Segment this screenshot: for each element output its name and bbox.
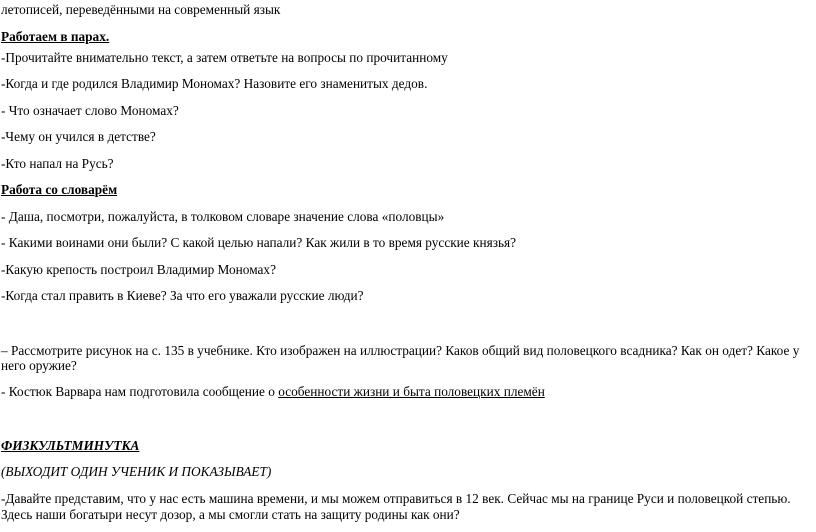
text-line-report — [1, 384, 545, 400]
question-attack: -Кто напал на Русь? — [1, 156, 114, 171]
question-childhood: -Чему он учился в детстве? — [1, 129, 156, 144]
text-line-student: (ВЫХОДИТ ОДИН УЧЕНИК И ПОКАЗЫВАЕТ) — [1, 464, 272, 479]
question-monomakh-meaning: - Что означает слово Мономах? — [1, 103, 179, 118]
text-line-instruction: -Прочитайте внимательно текст, а затем ответьте на вопросы по прочитанному — [1, 50, 448, 65]
heading-fizkultminutka: ФИЗКУЛЬТМИНУТКА — [1, 438, 140, 453]
report-prefix: - Костюк Варвара нам подготовила сообщение о — [1, 384, 279, 399]
question-warriors: - Какими воинами они были? С какой целью напали? Как жили в то время русские князья? — [1, 235, 517, 250]
text-line-dictionary: - Даша, посмотри, пожалуйста, в толковом словаре значение слова «половцы» — [1, 209, 445, 224]
heading-pair-work: Работаем в парах. — [1, 29, 110, 44]
text-line-intro: летописей, переведёнными на современный язык — [1, 2, 281, 17]
heading-dictionary-work: Работа со словарём — [1, 182, 118, 197]
text-line-time-machine-2: Здесь наши богатыри несут дозор, а мы смогли стать на защиту родины как они? — [1, 507, 460, 522]
question-birth: -Когда и где родился Владимир Мономах? Назовите его знаменитых дедов. — [1, 76, 428, 91]
question-fortress: -Какую крепость построил Владимир Мономах? — [1, 262, 276, 277]
text-line-picture-2: него оружие? — [1, 358, 77, 373]
text-line-picture-1: – Рассмотрите рисунок на с. 135 в учебнике. Кто изображен на иллюстрации? Каков общий вид половецкого всадника? Как он одет? Какое у — [1, 343, 800, 358]
question-kiev-rule: -Когда стал править в Киеве? За что его уважали русские люди? — [1, 288, 364, 303]
text-line-time-machine-1: -Давайте представим, что у нас есть машина времени, и мы можем отправиться в 12 век. Сейчас мы на границе Руси и половецкой степью. — [1, 491, 791, 506]
report-topic: особенности жизни и быта половецких племён — [278, 384, 545, 399]
